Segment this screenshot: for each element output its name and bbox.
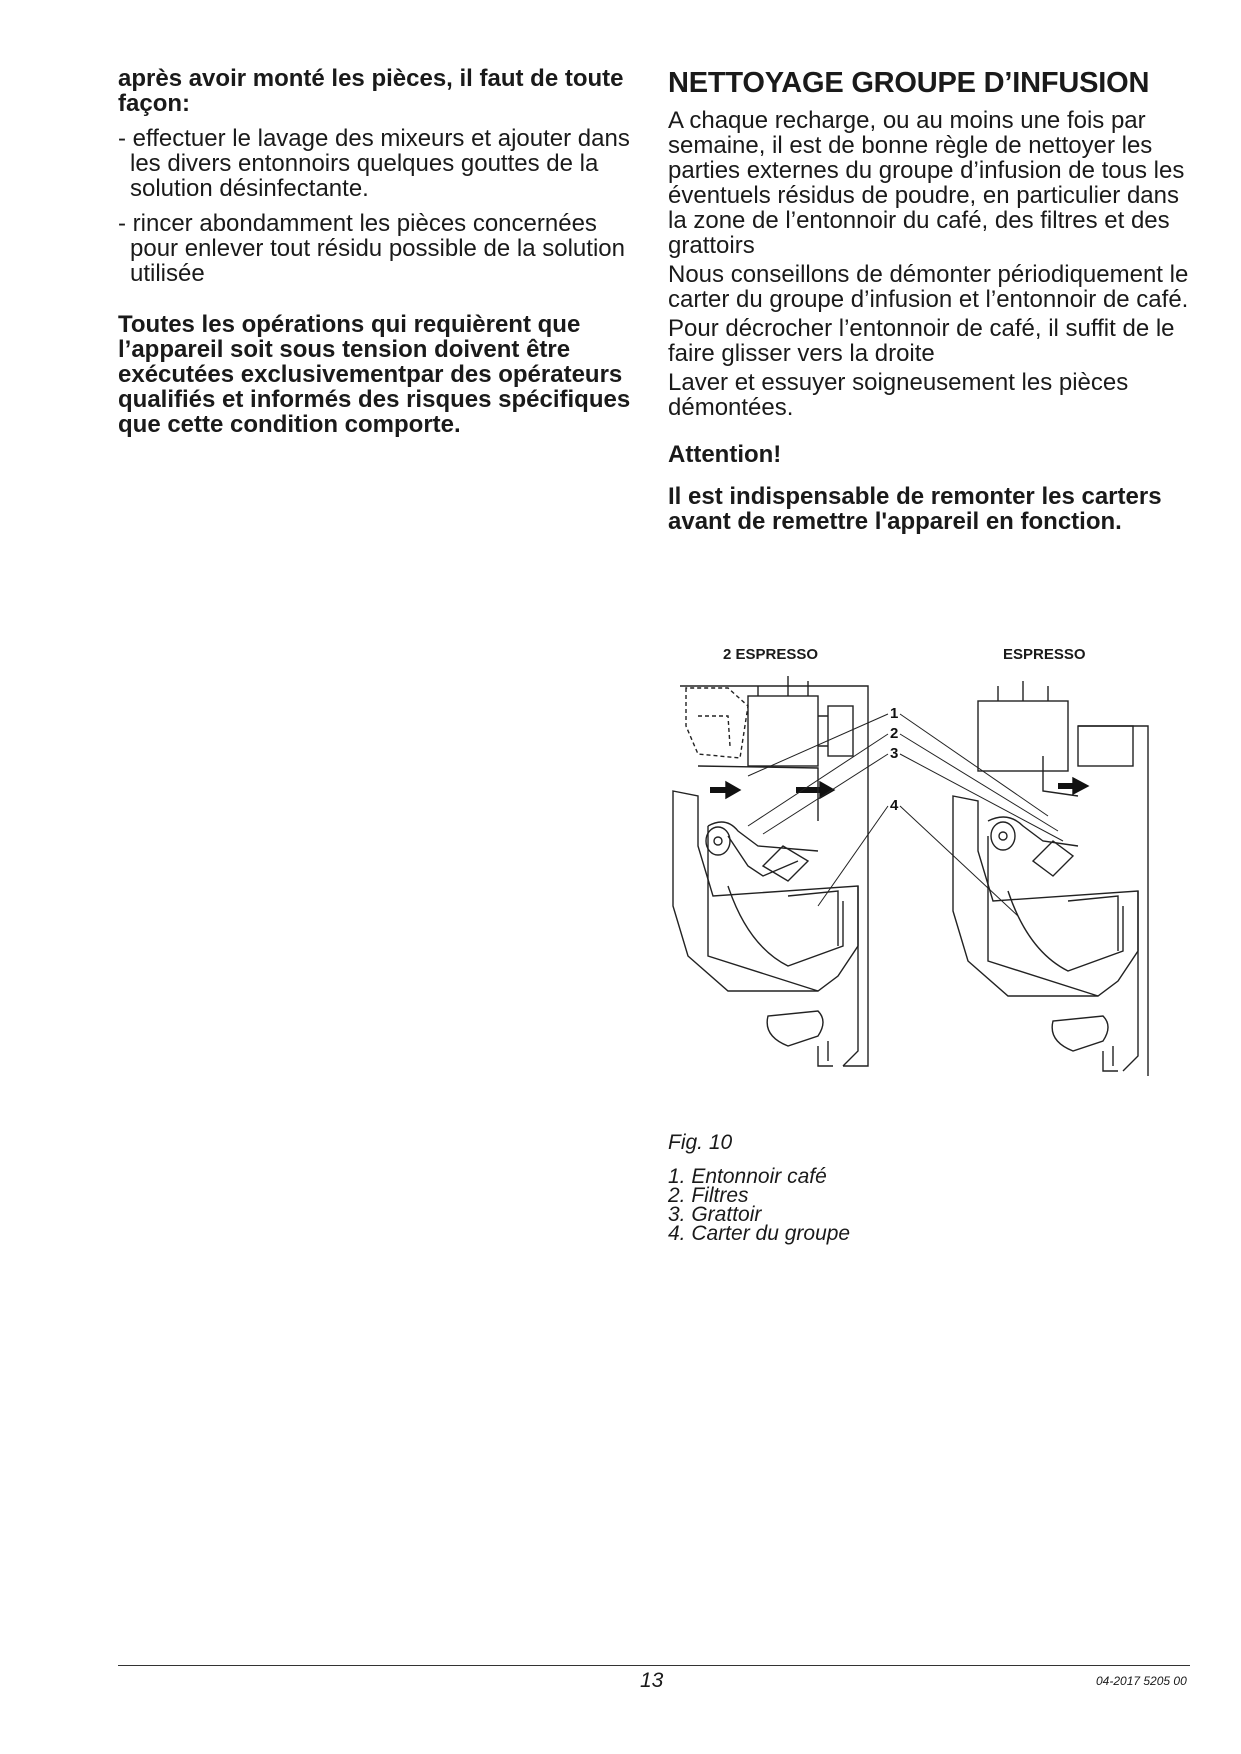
figure-10 <box>668 646 1198 1126</box>
paragraph: Laver et essuyer soigneusement les pièces démontées. <box>668 369 1129 421</box>
attention-body: Il est indispensable de remonter les carters avant de remettre l'appareil en fonction. <box>668 483 1162 535</box>
callout-4: 4 <box>890 797 899 814</box>
right-unit-drawing <box>900 681 1148 1076</box>
left-unit-drawing <box>673 676 888 1066</box>
paragraph: Pour décrocher l’entonnoir de café, il suffit de le faire glisser vers la droite <box>668 315 1175 367</box>
page-number: 13 <box>640 1669 664 1692</box>
legend-item: 1. Entonnoir café <box>668 1165 827 1188</box>
bullet-item: - effectuer le lavage des mixeurs et ajouter dans les divers entonnoirs quelques gouttes de la solution désinfectante. <box>118 125 630 202</box>
document-code: 04-2017 5205 00 <box>1096 1674 1187 1688</box>
left-column <box>118 66 638 461</box>
figure-number: Fig. 10 <box>668 1131 733 1154</box>
attention-title: Attention! <box>668 441 782 468</box>
callout-1: 1 <box>890 705 899 722</box>
safety-warning: Toutes les opérations qui requièrent que l’appareil soit sous tension doivent être exécutées exclusivementpar des opérateurs qualifiés et informés des risques spécifiques que cette condition comporte. <box>118 311 631 438</box>
legend-item: 4. Carter du groupe <box>668 1222 851 1245</box>
brewing-group-illustration <box>668 646 1198 1126</box>
figure-caption <box>668 1131 850 1243</box>
paragraph: Nous conseillons de démonter périodiquement le carter du groupe d’infusion et l’entonnoir de café. <box>668 261 1189 313</box>
footer-divider <box>118 1665 1190 1666</box>
paragraph: A chaque recharge, ou au moins une fois par semaine, il est de bonne règle de nettoyer les parties externes du groupe d’infusion de tous les éventuels résidus de poudre, en particulier dans la zone de l’entonnoir du café, des filtres et des grattoirs <box>668 107 1185 259</box>
figure-label-2-espresso: 2 ESPRESSO <box>723 646 819 663</box>
section-title: NETTOYAGE GROUPE D’INFUSION <box>668 67 1150 99</box>
figure-label-espresso: ESPRESSO <box>1003 646 1086 663</box>
callout-2: 2 <box>890 725 899 742</box>
callout-3: 3 <box>890 745 899 762</box>
bullet-item: - rincer abondamment les pièces concernées pour enlever tout résidu possible de la solution utilisée <box>118 210 625 287</box>
legend-item: 3. Grattoir <box>668 1203 762 1226</box>
intro-text: après avoir monté les pièces, il faut de toute façon: <box>118 65 624 117</box>
legend-item: 2. Filtres <box>668 1184 749 1207</box>
right-column <box>668 66 1198 534</box>
